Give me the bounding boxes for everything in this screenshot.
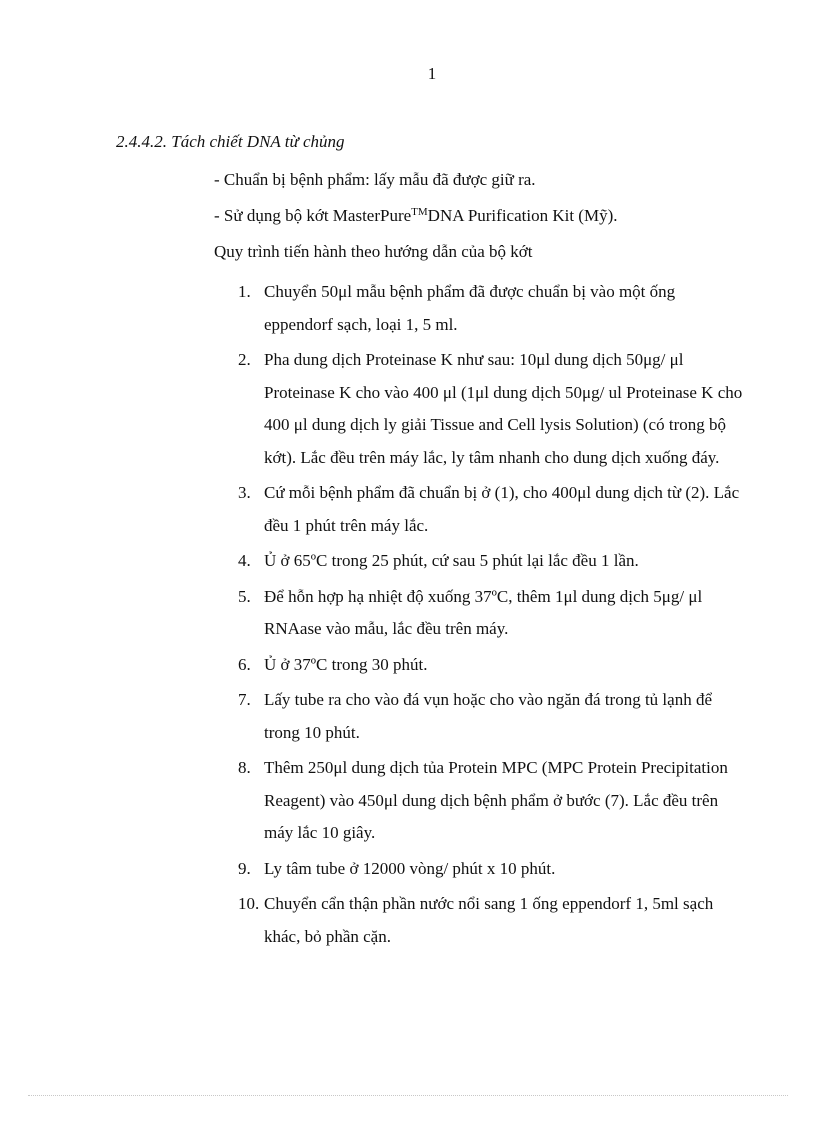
step-number: 3. bbox=[238, 483, 251, 502]
intro-line-1: - Chuẩn bị bệnh phẩm: lấy mẫu đã được giữ ra. bbox=[214, 170, 536, 189]
step-text: Pha dung dịch Proteinase K như sau: 10μl dung dịch 50μg/ μl Proteinase K cho vào 400 μl (1μl dung dịch 50μg/ ul Proteinase K cho 400 μl dung dịch ly giải Tissue and Cell lysis Solution) (có trong bộ kớt). Lắc đều trên máy lắc, ly tâm nhanh cho dung dịch xuống đáy. bbox=[264, 350, 743, 467]
kit-name-prefix: - Sử dụng bộ kớt MasterPure bbox=[214, 206, 412, 225]
step-item bbox=[238, 649, 748, 682]
step-number: 9. bbox=[238, 858, 251, 878]
step-item bbox=[238, 853, 748, 886]
step-item bbox=[238, 752, 748, 850]
step-item bbox=[238, 276, 748, 341]
step-item bbox=[238, 888, 748, 953]
step-text: Ủ ở 37ºC trong 30 phút. bbox=[264, 654, 428, 674]
step-text: Chuyển cẩn thận phần nước nổi sang 1 ống eppendorf 1, 5ml sạch khác, bỏ phần cặn. bbox=[264, 894, 714, 946]
section-heading: 2.4.4.2. Tách chiết DNA từ chủng bbox=[116, 132, 345, 151]
step-item bbox=[238, 581, 748, 646]
step-number: 1. bbox=[238, 282, 251, 301]
step-number: 2. bbox=[238, 350, 251, 369]
step-item bbox=[238, 545, 748, 578]
step-number: 4. bbox=[238, 551, 251, 570]
page-number: 1 bbox=[427, 64, 437, 83]
step-item bbox=[238, 477, 748, 542]
intro-line-3: Quy trình tiến hành theo hướng dẫn của bộ kớt bbox=[214, 242, 533, 261]
step-text: Ủ ở 65ºC trong 25 phút, cứ sau 5 phút lại lắc đều 1 lần. bbox=[264, 551, 639, 570]
step-text: Thêm 250μl dung dịch tủa Protein MPC (MPC Protein Precipitation Reagent) vào 450μl dung dịch bệnh phẩm ở bước (7). Lắc đều trên máy lắc 10 giây. bbox=[264, 758, 728, 842]
step-text: Ly tâm tube ở 12000 vòng/ phút x 10 phút. bbox=[264, 858, 556, 878]
kit-name-suffix: DNA Purification Kit (Mỹ). bbox=[427, 206, 618, 225]
step-number: 7. bbox=[238, 690, 251, 709]
step-item bbox=[238, 684, 748, 749]
step-text: Để hỗn hợp hạ nhiệt độ xuống 37ºC, thêm 1μl dung dịch 5μg/ μl RNAase vào mẫu, lắc đều trên máy. bbox=[264, 586, 703, 638]
step-number: 8. bbox=[238, 758, 251, 777]
step-text: Lấy tube ra cho vào đá vụn hoặc cho vào ngăn đá trong tủ lạnh để trong 10 phút. bbox=[264, 690, 712, 742]
intro-line-2 bbox=[214, 206, 618, 226]
step-item bbox=[238, 344, 748, 474]
step-text: Chuyển 50μl mẫu bệnh phẩm đã được chuẩn bị vào một ống eppendorf sạch, loại 1, 5 ml. bbox=[264, 282, 676, 334]
step-number: 10. bbox=[238, 894, 260, 913]
trademark-mark: TM bbox=[411, 206, 428, 218]
step-text: Cứ mỗi bệnh phẩm đã chuẩn bị ở (1), cho 400μl dung dịch từ (2). Lắc đều 1 phút trên máy lắc. bbox=[264, 483, 740, 535]
step-number: 6. bbox=[238, 654, 251, 674]
step-number: 5. bbox=[238, 586, 251, 606]
procedure-steps bbox=[238, 276, 748, 956]
page-footer-rule bbox=[28, 1095, 788, 1096]
